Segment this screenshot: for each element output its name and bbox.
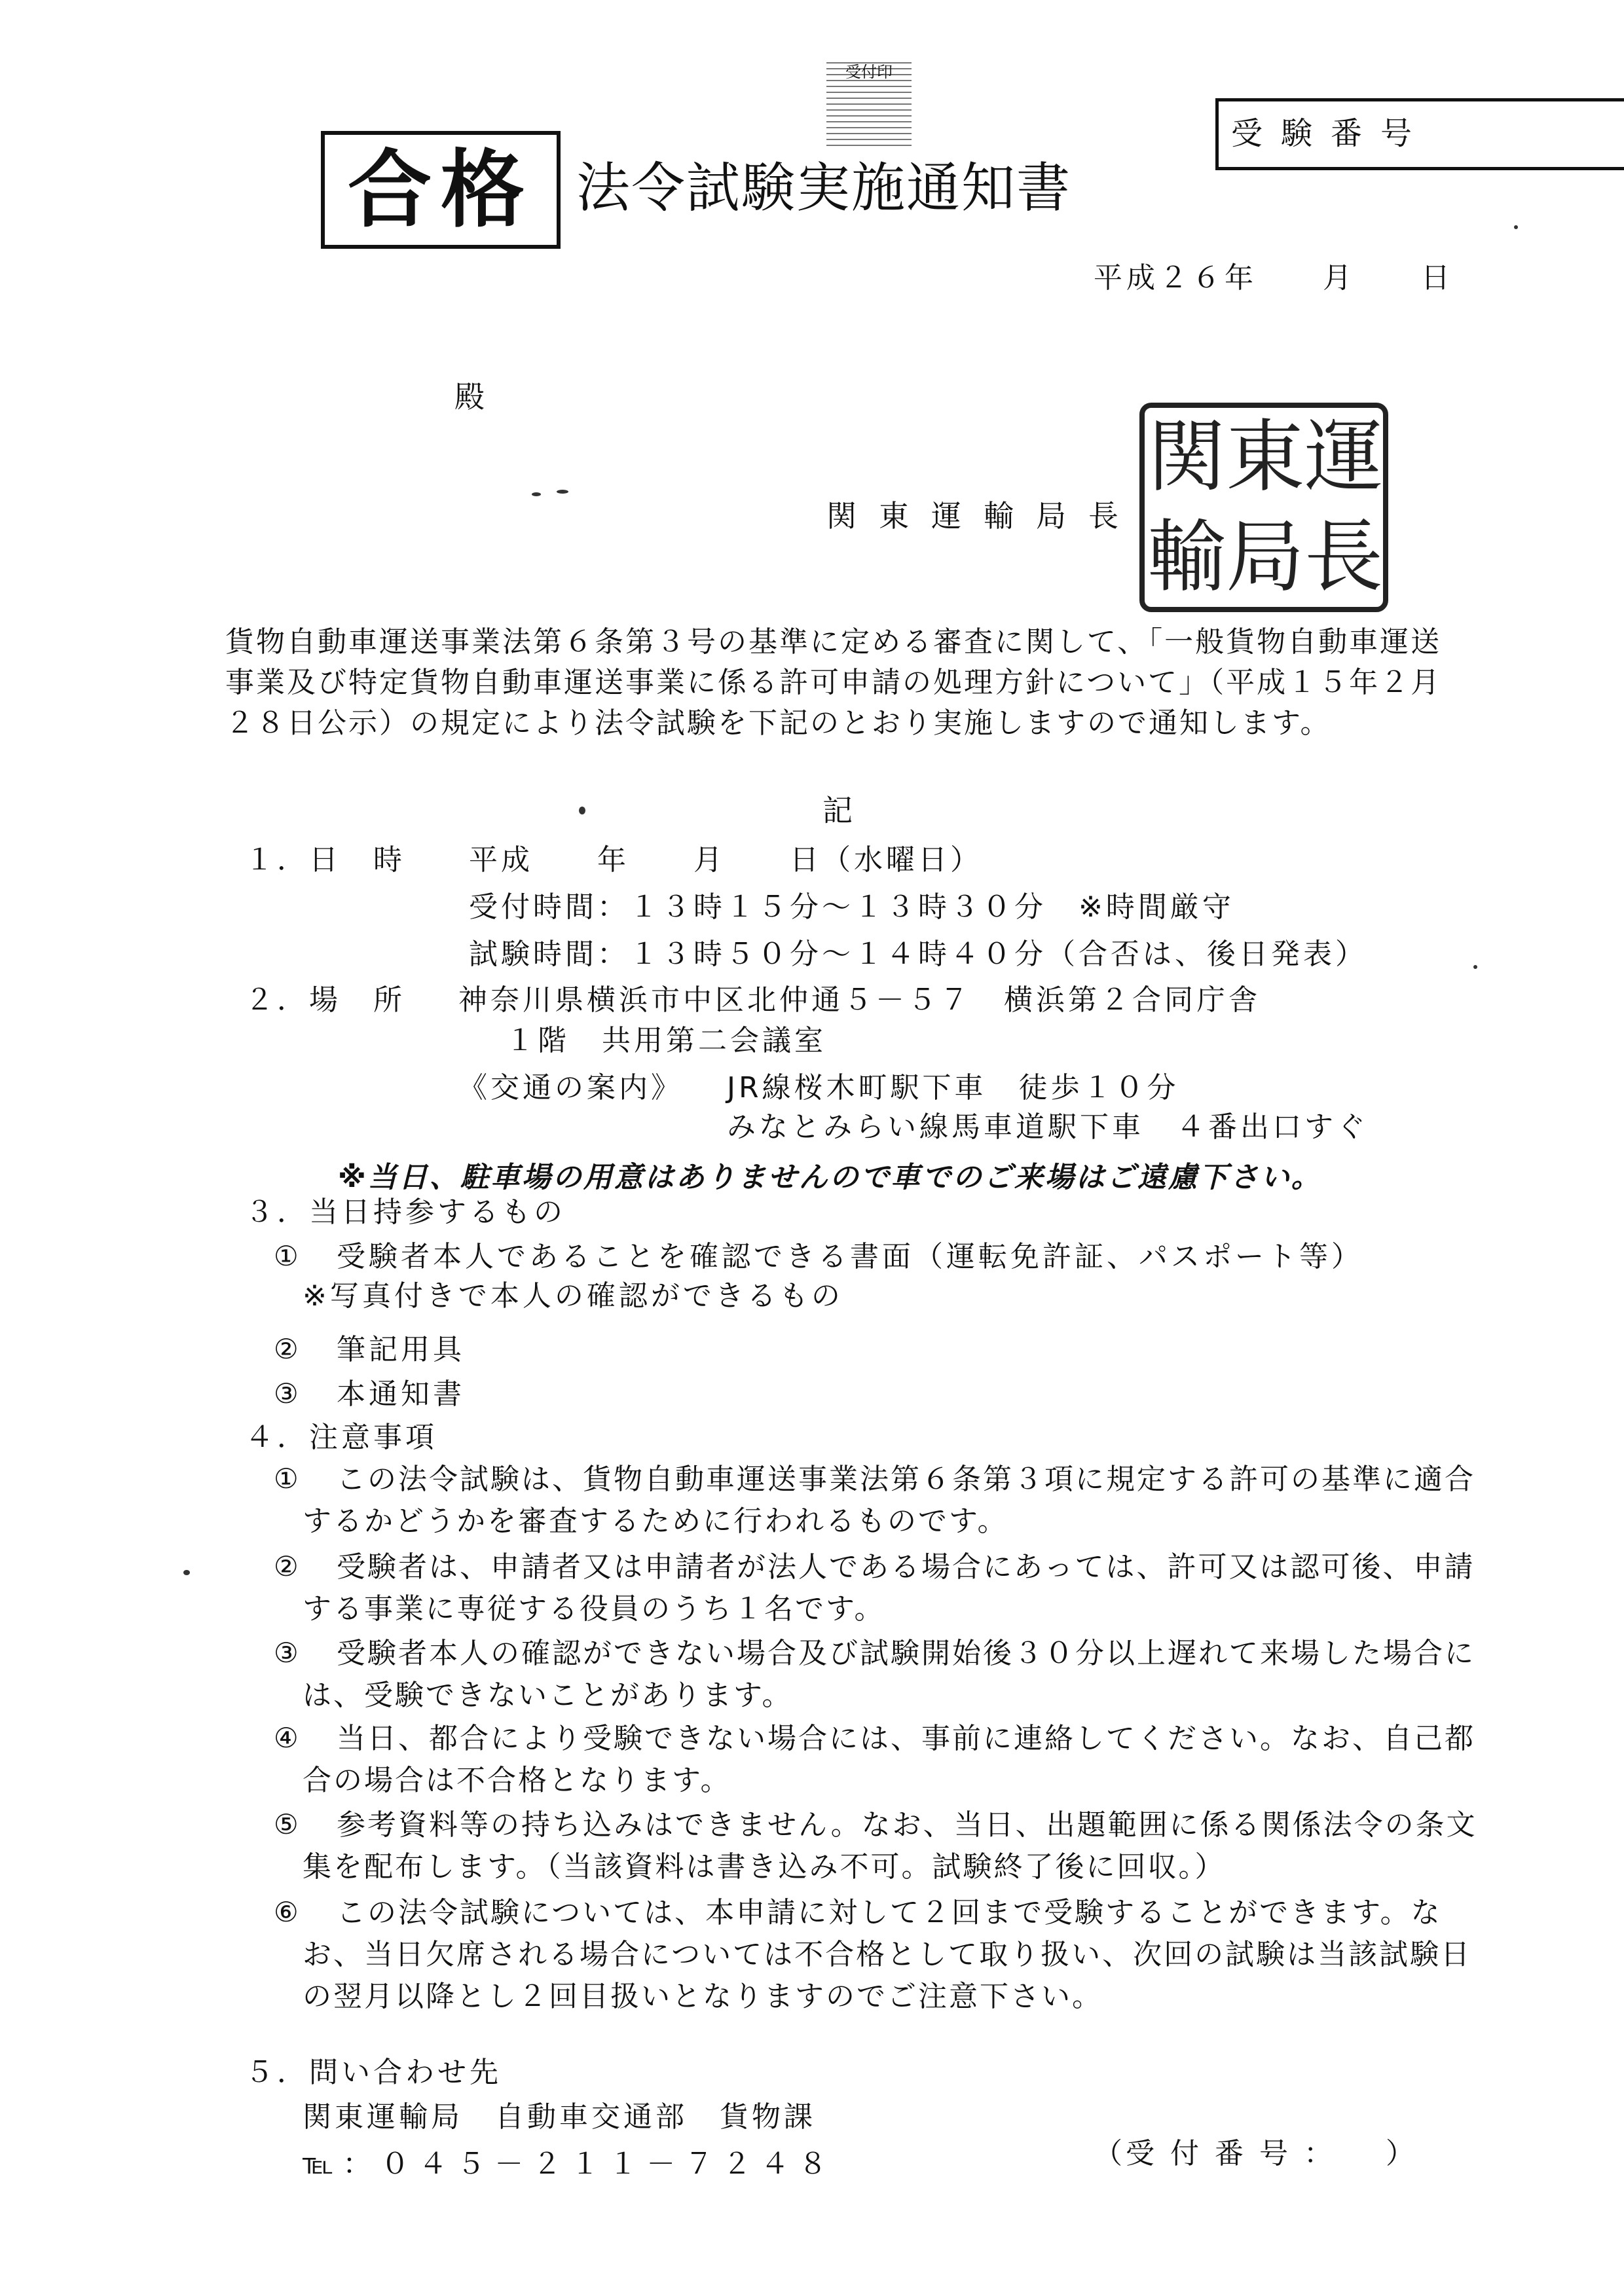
- scan-speck: [532, 492, 541, 496]
- issue-date: 平成２６年 月 日: [1094, 261, 1454, 295]
- seal-char: 輸: [1147, 511, 1226, 603]
- item-number: ①: [274, 1463, 299, 1495]
- reception-time: 受付時間：１３時１５分～１３時３０分 ※時間厳守: [469, 890, 1234, 924]
- ki-heading: 記: [822, 793, 853, 828]
- item-number: ②: [274, 1550, 299, 1582]
- item-number: ②: [274, 1333, 299, 1365]
- caution-item: 当日、都合により受験できない場合には、事前に連絡してください。なお、自己都合の場合は不合格となります。: [303, 1722, 1475, 1797]
- section-3-heading: ３．当日持参するもの: [245, 1195, 566, 1229]
- addressee-suffix: 殿: [454, 379, 485, 414]
- receipt-number: （受 付 番 号 ： ）: [1094, 2137, 1418, 2170]
- contact-department: 関東運輸局 自動車交通部 貨物課: [303, 2100, 816, 2134]
- scan-speck: [183, 1570, 190, 1575]
- pass-badge-text: 合格: [347, 141, 534, 239]
- document-title: 法令試験実施通知書: [576, 157, 1072, 219]
- item-number: ③: [274, 1377, 299, 1410]
- seal-char: 関: [1147, 411, 1226, 503]
- item-number: ④: [274, 1722, 299, 1754]
- item-number: ③: [274, 1637, 299, 1669]
- issuer-name: 関東運輸局長: [826, 498, 1141, 534]
- access-route-1: JR線桜木町駅下車 徒歩１０分: [727, 1071, 1179, 1104]
- scan-speck: [557, 490, 568, 494]
- caution-item: 参考資料等の持ち込みはできません。なお、当日、出題範囲に係る関係法令の条文集を配布します。（当該資料は書き込み不可。試験終了後に回収。）: [303, 1808, 1477, 1884]
- caution-item: 受験者本人の確認ができない場合及び試験開始後３０分以上遅れて来場した場合には、受験できないことがあります。: [303, 1637, 1475, 1712]
- section-4-heading: ４．注意事項: [245, 1421, 437, 1454]
- pass-badge: [321, 131, 561, 249]
- section-2-heading: ２．場 所: [245, 983, 405, 1017]
- caution-item: この法令試験は、貨物自動車運送事業法第６条第３項に規定する許可の基準に適合するかどうかを審査するために行われるものです。: [303, 1463, 1475, 1538]
- venue-room: １階 共用第二会議室: [506, 1024, 826, 1057]
- caution-item: この法令試験については、本申請に対して２回まで受験することができます。なお、当日欠席される場合については不合格として取り扱い、次回の試験は当該試験日の翌月以降とし２回目扱いとなりますのでご注意下さい。: [303, 1896, 1472, 2013]
- bring-item-note: ※写真付きで本人の確認ができるもの: [303, 1279, 843, 1313]
- item-number: ⑤: [274, 1808, 299, 1840]
- item-number: ①: [274, 1240, 299, 1272]
- contact-phone: ℡：０４５－２１１－７２４８: [303, 2147, 837, 2181]
- bring-item: 筆記用具: [337, 1333, 465, 1366]
- seal-char: 長: [1304, 511, 1383, 603]
- bring-item: 受験者本人であることを確認できる書面（運転免許証、パスポート等）: [337, 1240, 1363, 1273]
- official-seal-characters: [1147, 407, 1383, 608]
- venue-address: 神奈川県横浜市中区北仲通５－５７ 横浜第２合同庁舎: [458, 983, 1261, 1017]
- scan-speck: [1514, 225, 1518, 229]
- seal-char: 運: [1304, 411, 1383, 503]
- scan-speck: [579, 807, 585, 814]
- caution-item: 受験者は、申請者又は申請者が法人である場合にあっては、許可又は認可後、申請する事業に専従する役員のうち１名です。: [303, 1550, 1475, 1626]
- exam-date: 平成 年 月 日（水曜日）: [469, 843, 982, 877]
- section-1-heading: １．日 時: [245, 843, 405, 877]
- scan-speck: [1473, 965, 1477, 969]
- access-route-2: みなとみらい線馬車道駅下車 ４番出口すぐ: [727, 1110, 1369, 1144]
- receipt-stamp-text: 受付印: [845, 63, 893, 81]
- intro-paragraph: 貨物自動車運送事業法第６条第３号の基準に定める審査に関して、「一般貨物自動車運送事業及び特定貨物自動車運送事業に係る許可申請の処理方針について」（平成１５年２月２８日公示）の規定により法令試験を下記のとおり実施しますので通知します。: [225, 625, 1442, 740]
- section-5-heading: ５．問い合わせ先: [245, 2056, 502, 2089]
- exam-time: 試験時間：１３時５０分～１４時４０分（合否は、後日発表）: [469, 938, 1367, 971]
- bring-item: 本通知書: [337, 1377, 465, 1411]
- seal-char: 東: [1226, 411, 1304, 503]
- parking-note: ※当日、駐車場の用意はありませんので車でのご来場はご遠慮下さい。: [338, 1161, 1322, 1194]
- item-number: ⑥: [274, 1896, 299, 1928]
- access-label: 《交通の案内》: [458, 1071, 683, 1104]
- exam-number-label: 受験番号: [1231, 115, 1431, 152]
- seal-char: 局: [1226, 511, 1304, 603]
